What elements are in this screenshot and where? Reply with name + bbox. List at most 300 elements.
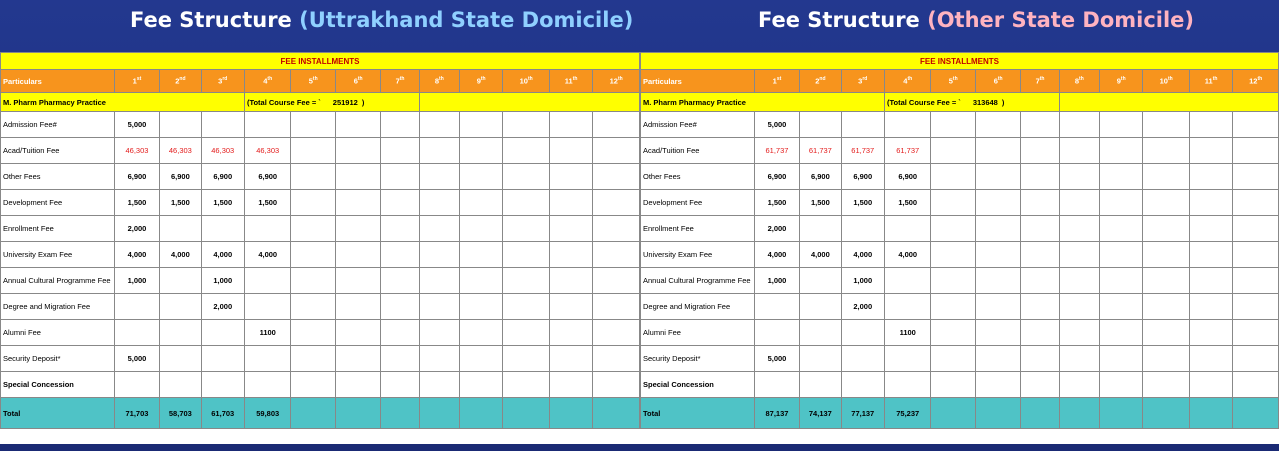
fee-table-uttrakhand <box>0 52 640 429</box>
fee-amount <box>335 372 380 398</box>
heading-main: Fee Structure <box>130 8 292 32</box>
fee-amount: 6,900 <box>841 164 884 190</box>
fee-amount <box>244 294 291 320</box>
fee-amount <box>1143 190 1190 216</box>
fee-amount <box>549 294 592 320</box>
fee-amount <box>291 216 335 242</box>
installment-number: 4 <box>903 76 908 86</box>
installment-number: 4 <box>263 76 268 86</box>
total-amount <box>1099 398 1142 429</box>
fee-amount <box>931 320 975 346</box>
fee-amount <box>975 320 1020 346</box>
fee-amount: 1,500 <box>841 190 884 216</box>
fee-row <box>641 346 1279 372</box>
fee-amount: 6,900 <box>114 164 159 190</box>
fee-amount <box>884 294 931 320</box>
fee-amount: 4,000 <box>201 242 244 268</box>
fee-row <box>641 320 1279 346</box>
fee-amount <box>160 294 201 320</box>
installment-column-header <box>160 70 201 93</box>
fee-row <box>1 164 640 190</box>
fee-amount <box>884 112 931 138</box>
fee-amount: 1,000 <box>114 268 159 294</box>
fee-amount: 1,500 <box>800 190 841 216</box>
fee-amount: 4,000 <box>800 242 841 268</box>
installment-column-header <box>244 70 291 93</box>
fee-amount <box>975 294 1020 320</box>
ordinal-suffix: th <box>357 76 363 83</box>
fee-amount <box>335 138 380 164</box>
ordinal-suffix: th <box>312 76 318 83</box>
fee-amount <box>503 320 550 346</box>
fee-amount <box>381 372 419 398</box>
fee-amount: 5,000 <box>754 346 799 372</box>
fee-particular: Acad/Tuition Fee <box>641 138 755 164</box>
installment-column-header <box>1099 70 1142 93</box>
course-total-fee <box>244 93 419 112</box>
fee-amount <box>419 164 459 190</box>
fee-amount: 2,000 <box>201 294 244 320</box>
ordinal-suffix: th <box>1120 76 1126 83</box>
fee-amount <box>931 346 975 372</box>
course-total-fee <box>884 93 1059 112</box>
fee-amount <box>201 372 244 398</box>
fee-amount <box>1099 190 1142 216</box>
installment-number: 2 <box>175 76 180 86</box>
total-amount <box>975 398 1020 429</box>
fee-amount <box>419 242 459 268</box>
fee-row <box>1 268 640 294</box>
ordinal-suffix: th <box>399 76 405 83</box>
fee-amount <box>1099 242 1142 268</box>
fee-amount: 4,000 <box>244 242 291 268</box>
fee-amount: 5,000 <box>754 112 799 138</box>
fee-amount: 1,500 <box>244 190 291 216</box>
fee-particular: Development Fee <box>1 190 115 216</box>
installment-number: 5 <box>948 76 953 86</box>
fee-amount: 1,500 <box>884 190 931 216</box>
fee-amount <box>503 268 550 294</box>
ordinal-suffix: rd <box>862 76 868 83</box>
course-name: M. Pharm Pharmacy Practice <box>641 93 885 112</box>
fee-amount <box>931 242 975 268</box>
fee-amount <box>244 268 291 294</box>
fee-amount <box>1099 294 1142 320</box>
fee-amount <box>419 372 459 398</box>
fee-amount <box>931 294 975 320</box>
fee-particular: Security Deposit* <box>641 346 755 372</box>
fee-amount <box>1189 294 1232 320</box>
fee-amount <box>201 346 244 372</box>
ordinal-suffix: st <box>136 76 142 83</box>
installment-number: 10 <box>1159 76 1168 86</box>
fee-particular: Acad/Tuition Fee <box>1 138 115 164</box>
fee-amount <box>800 216 841 242</box>
installment-number: 3 <box>218 76 223 86</box>
fee-amount <box>503 112 550 138</box>
total-amount <box>593 398 640 429</box>
fee-amount <box>975 138 1020 164</box>
fee-amount <box>335 320 380 346</box>
fee-amount: 4,000 <box>160 242 201 268</box>
fee-amount <box>335 268 380 294</box>
fee-amount <box>1021 112 1059 138</box>
fee-amount <box>593 164 640 190</box>
fee-amount: 1,500 <box>754 190 799 216</box>
fee-amount: 46,303 <box>114 138 159 164</box>
fee-amount <box>800 268 841 294</box>
ordinal-suffix: th <box>439 76 444 83</box>
fee-amount <box>931 372 975 398</box>
fee-amount: 4,000 <box>841 242 884 268</box>
fee-amount <box>1233 112 1279 138</box>
fee-amount <box>1021 190 1059 216</box>
fee-amount: 4,000 <box>884 242 931 268</box>
column-header-row <box>641 70 1279 93</box>
ordinal-suffix: rd <box>222 76 228 83</box>
fee-amount <box>800 346 841 372</box>
fee-amount <box>1021 242 1059 268</box>
fee-amount: 1100 <box>884 320 931 346</box>
fee-amount <box>1059 242 1099 268</box>
fee-amount <box>335 294 380 320</box>
fee-amount <box>549 216 592 242</box>
installment-column-header <box>1143 70 1190 93</box>
installment-column-header <box>1233 70 1279 93</box>
fee-amount <box>549 112 592 138</box>
fee-amount <box>459 164 502 190</box>
fee-amount <box>201 112 244 138</box>
uttrakhand-fee-heading <box>130 8 633 32</box>
fee-amount <box>291 346 335 372</box>
installments-row <box>1 53 640 70</box>
fee-row <box>641 268 1279 294</box>
fee-amount <box>841 112 884 138</box>
fee-amount: 1,000 <box>201 268 244 294</box>
other-state-fee-heading <box>758 8 1194 32</box>
fee-particular: Enrollment Fee <box>1 216 115 242</box>
fee-amount <box>1021 216 1059 242</box>
fee-amount <box>1233 372 1279 398</box>
fee-amount <box>244 346 291 372</box>
fee-amount <box>503 164 550 190</box>
ordinal-suffix: st <box>776 76 782 83</box>
fee-row <box>1 372 640 398</box>
installment-column-header <box>291 70 335 93</box>
fee-amount <box>841 320 884 346</box>
fee-amount <box>931 268 975 294</box>
fee-amount <box>1059 268 1099 294</box>
fee-amount: 46,303 <box>244 138 291 164</box>
fee-amount <box>291 268 335 294</box>
fee-amount <box>549 346 592 372</box>
ordinal-suffix: th <box>1212 76 1218 83</box>
fee-amount <box>291 294 335 320</box>
ordinal-suffix: nd <box>179 76 186 83</box>
fee-amount <box>754 372 799 398</box>
fee-amount <box>1099 112 1142 138</box>
fee-amount <box>1233 190 1279 216</box>
installment-number: 12 <box>609 76 618 86</box>
total-amount <box>1189 398 1232 429</box>
course-name: M. Pharm Pharmacy Practice <box>1 93 245 112</box>
fee-amount <box>1189 320 1232 346</box>
fee-amount: 1,500 <box>201 190 244 216</box>
fee-amount <box>1233 216 1279 242</box>
fee-amount: 4,000 <box>114 242 159 268</box>
fee-amount <box>381 164 419 190</box>
fee-amount <box>381 242 419 268</box>
total-amount <box>1059 398 1099 429</box>
fee-amount <box>549 164 592 190</box>
installment-number: 6 <box>353 76 358 86</box>
fee-amount <box>459 112 502 138</box>
fee-amount <box>1099 164 1142 190</box>
fee-amount <box>1189 138 1232 164</box>
fee-amount <box>975 242 1020 268</box>
fee-amount <box>975 112 1020 138</box>
fee-row <box>1 346 640 372</box>
fee-amount <box>841 216 884 242</box>
fee-amount <box>1099 268 1142 294</box>
fee-amount <box>459 242 502 268</box>
fee-particular: Enrollment Fee <box>641 216 755 242</box>
fee-amount <box>1189 112 1232 138</box>
ordinal-suffix: nd <box>819 76 826 83</box>
heading-domicile: (Other State Domicile) <box>927 8 1195 32</box>
fee-row <box>641 372 1279 398</box>
course-row <box>641 93 1279 112</box>
fee-amount <box>1233 294 1279 320</box>
fee-particular: Degree and Migration Fee <box>1 294 115 320</box>
total-amount <box>291 398 335 429</box>
fee-amount <box>800 320 841 346</box>
fee-amount: 1100 <box>244 320 291 346</box>
installment-column-header <box>800 70 841 93</box>
fee-amount <box>975 372 1020 398</box>
fee-row <box>641 138 1279 164</box>
installment-column-header <box>1021 70 1059 93</box>
fee-amount <box>459 138 502 164</box>
total-amount <box>1021 398 1059 429</box>
installment-number: 1 <box>132 76 137 86</box>
total-amount <box>1143 398 1190 429</box>
fee-amount <box>1059 164 1099 190</box>
total-label: Total <box>1 398 115 429</box>
fee-amount <box>381 138 419 164</box>
fee-amount <box>593 268 640 294</box>
fee-amount <box>291 372 335 398</box>
fee-tables-area <box>0 52 1279 444</box>
installment-column-header <box>593 70 640 93</box>
fee-amount <box>975 164 1020 190</box>
installments-label: FEE INSTALLMENTS <box>1 53 640 70</box>
fee-amount <box>1143 346 1190 372</box>
fee-amount <box>754 294 799 320</box>
fee-amount: 61,737 <box>884 138 931 164</box>
fee-amount <box>1021 294 1059 320</box>
ordinal-suffix: th <box>572 76 578 83</box>
fee-amount <box>381 216 419 242</box>
fee-amount <box>291 138 335 164</box>
fee-amount <box>1233 346 1279 372</box>
fee-amount <box>884 372 931 398</box>
particulars-header: Particulars <box>641 70 755 93</box>
fee-amount <box>1189 242 1232 268</box>
fee-amount: 5,000 <box>114 346 159 372</box>
installment-column-header <box>754 70 799 93</box>
fee-amount <box>335 112 380 138</box>
fee-amount <box>503 190 550 216</box>
fee-amount <box>975 190 1020 216</box>
fee-amount <box>1099 320 1142 346</box>
fee-amount <box>1099 372 1142 398</box>
fee-amount <box>503 216 550 242</box>
fee-particular: Other Fees <box>1 164 115 190</box>
fee-amount <box>549 242 592 268</box>
fee-amount <box>1143 138 1190 164</box>
fee-amount <box>975 216 1020 242</box>
course-fee-value: 313648 <box>972 97 998 107</box>
fee-amount <box>800 372 841 398</box>
fee-amount <box>549 190 592 216</box>
fee-amount <box>1143 216 1190 242</box>
fee-amount <box>593 190 640 216</box>
header-bar <box>0 0 1279 48</box>
fee-amount <box>419 294 459 320</box>
fee-particular: Security Deposit* <box>1 346 115 372</box>
fee-amount <box>931 216 975 242</box>
fee-amount <box>114 372 159 398</box>
total-amount: 61,703 <box>201 398 244 429</box>
fee-amount <box>381 320 419 346</box>
course-row-filler <box>1059 93 1278 112</box>
total-row <box>641 398 1279 429</box>
fee-amount <box>1143 164 1190 190</box>
fee-amount <box>593 294 640 320</box>
particulars-header: Particulars <box>1 70 115 93</box>
fee-amount <box>291 190 335 216</box>
fee-amount <box>1099 138 1142 164</box>
fee-amount <box>1059 112 1099 138</box>
installment-column-header <box>503 70 550 93</box>
fee-amount: 2,000 <box>114 216 159 242</box>
ordinal-suffix: th <box>1257 76 1263 83</box>
total-amount: 75,237 <box>884 398 931 429</box>
fee-amount <box>381 346 419 372</box>
fee-amount <box>381 112 419 138</box>
heading-domicile: (Uttrakhand State Domicile) <box>299 8 634 32</box>
installment-column-header <box>381 70 419 93</box>
course-fee-label: (Total Course Fee = ` <box>246 97 321 107</box>
total-amount: 77,137 <box>841 398 884 429</box>
installment-number: 3 <box>858 76 863 86</box>
installment-number: 11 <box>1204 76 1213 86</box>
fee-amount <box>1189 268 1232 294</box>
total-amount <box>931 398 975 429</box>
total-amount: 58,703 <box>160 398 201 429</box>
fee-amount <box>381 268 419 294</box>
fee-amount <box>381 294 419 320</box>
fee-amount <box>884 268 931 294</box>
fee-amount <box>1059 346 1099 372</box>
total-label: Total <box>641 398 755 429</box>
fee-row <box>1 138 640 164</box>
fee-particular: Annual Cultural Programme Fee <box>1 268 115 294</box>
fee-amount <box>1021 320 1059 346</box>
fee-amount: 6,900 <box>754 164 799 190</box>
installment-column-header <box>1189 70 1232 93</box>
fee-amount <box>549 138 592 164</box>
ordinal-suffix: th <box>952 76 958 83</box>
fee-row <box>1 190 640 216</box>
fee-particular: Development Fee <box>641 190 755 216</box>
fee-amount <box>160 268 201 294</box>
installment-number: 8 <box>434 76 440 86</box>
fee-amount <box>593 372 640 398</box>
fee-amount <box>800 112 841 138</box>
fee-amount: 5,000 <box>114 112 159 138</box>
total-amount <box>1233 398 1279 429</box>
fee-amount <box>291 112 335 138</box>
fee-amount <box>593 112 640 138</box>
fee-amount <box>114 294 159 320</box>
fee-amount <box>1143 372 1190 398</box>
installment-number: 9 <box>476 76 481 86</box>
fee-amount <box>593 346 640 372</box>
fee-amount <box>1189 346 1232 372</box>
total-amount <box>335 398 380 429</box>
fee-amount <box>593 242 640 268</box>
fee-amount <box>1059 320 1099 346</box>
ordinal-suffix: th <box>480 76 486 83</box>
fee-amount: 6,900 <box>160 164 201 190</box>
fee-particular: University Exam Fee <box>641 242 755 268</box>
fee-row <box>1 216 640 242</box>
fee-row <box>1 242 640 268</box>
fee-amount <box>1021 138 1059 164</box>
installment-number: 12 <box>1249 76 1258 86</box>
ordinal-suffix: th <box>1039 76 1045 83</box>
fee-table-other-state <box>640 52 1279 429</box>
fee-amount <box>201 216 244 242</box>
total-amount: 71,703 <box>114 398 159 429</box>
fee-amount: 6,900 <box>800 164 841 190</box>
fee-amount: 1,000 <box>754 268 799 294</box>
fee-amount: 6,900 <box>244 164 291 190</box>
fee-amount: 2,000 <box>841 294 884 320</box>
fee-amount <box>1099 216 1142 242</box>
fee-amount <box>201 320 244 346</box>
installment-number: 10 <box>519 76 528 86</box>
installment-column-header <box>841 70 884 93</box>
ordinal-suffix: th <box>997 76 1003 83</box>
fee-particular: Annual Cultural Programme Fee <box>641 268 755 294</box>
fee-amount <box>160 346 201 372</box>
course-fee-label: (Total Course Fee = ` <box>886 97 961 107</box>
fee-amount <box>1143 112 1190 138</box>
fee-amount <box>459 372 502 398</box>
installment-number: 7 <box>1035 76 1040 86</box>
fee-particular: Special Concession <box>1 372 115 398</box>
fee-amount <box>1059 216 1099 242</box>
fee-amount <box>549 372 592 398</box>
installment-column-header <box>201 70 244 93</box>
fee-amount <box>841 372 884 398</box>
fee-row <box>1 112 640 138</box>
course-fee-close: ) <box>1001 97 1005 107</box>
total-amount: 59,803 <box>244 398 291 429</box>
